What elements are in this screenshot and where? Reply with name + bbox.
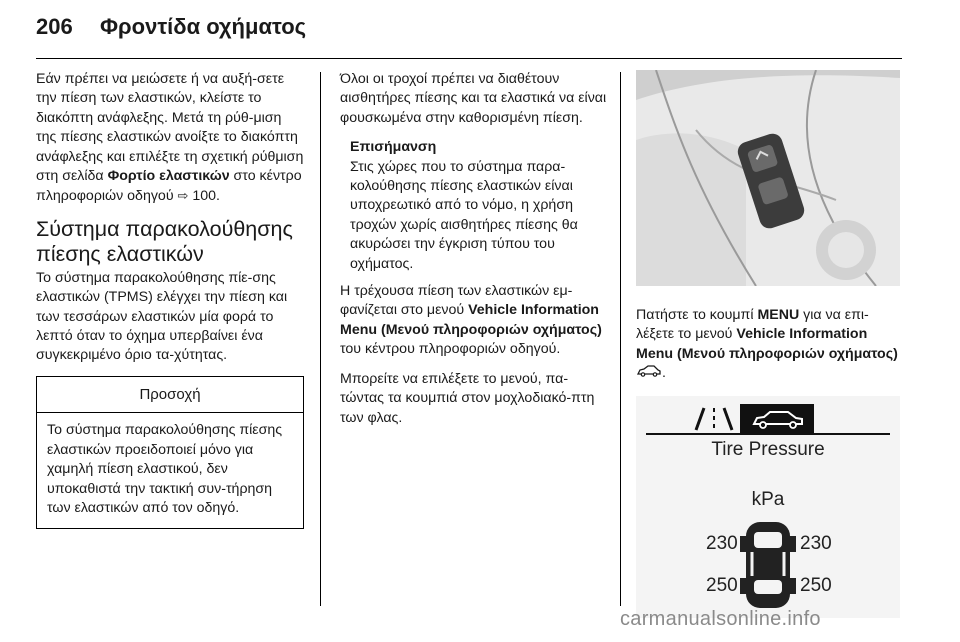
car-icon bbox=[636, 365, 662, 381]
menu-select-paragraph: Μπορείτε να επιλέξετε το μενού, πα-τώντας τα κουμπιά στον μοχλοδιακό-πτη των φλας. bbox=[340, 370, 595, 426]
menu-instruction bbox=[636, 306, 902, 384]
instruction-end: . bbox=[662, 365, 666, 382]
watermark: carmanualsonline.info bbox=[620, 608, 821, 630]
caution-title: Προσοχή bbox=[37, 377, 303, 413]
column-divider bbox=[320, 72, 321, 606]
pressure-text-end: του κέντρου πληροφοριών οδηγού. bbox=[340, 341, 561, 358]
display-title: Tire Pressure bbox=[711, 438, 825, 460]
car-top-view-icon bbox=[740, 522, 796, 608]
intro-bold-term: Φορτίο ελαστικών bbox=[107, 168, 230, 185]
menu-name-bold: Vehicle Information Menu (Μενού πληροφοριών οχήματος) bbox=[340, 302, 602, 338]
page-number: 206 bbox=[36, 14, 73, 39]
pressure-display-paragraph bbox=[340, 282, 608, 360]
instruction-text: Πατήστε το κουμπί bbox=[636, 307, 758, 323]
front-left-pressure: 230 bbox=[706, 532, 738, 554]
front-right-pressure: 230 bbox=[800, 532, 832, 554]
note-title: Επισήμανση bbox=[350, 139, 437, 156]
sensors-paragraph: Όλοι οι τροχοί πρέπει να διαθέτουν αισθητήρες πίεσης και τα ελαστικά να είναι φουσκωμένα στην καθορισμένη πίεση. bbox=[340, 71, 607, 126]
page-reference[interactable]: 100. bbox=[188, 188, 220, 205]
caution-body: Το σύστημα παρακολούθησης πίεσης ελαστικών προειδοποιεί μόνο για χαμηλή πίεση ελαστικού, δεν υποκαθιστά την τακτική συν-τήρηση των ελαστικών από τον οδηγό. bbox=[47, 422, 283, 516]
section-heading: Σύστημα παρακολούθησης πίεσης ελαστικών bbox=[36, 216, 293, 266]
instruction-text-mid: για να επι-λέξετε το μενού bbox=[636, 307, 869, 343]
intro-text-end: στο κέντρο πληροφοριών οδηγού bbox=[36, 168, 302, 205]
rear-right-pressure: 250 bbox=[800, 574, 832, 596]
header-divider bbox=[36, 58, 902, 59]
display-unit: kPa bbox=[751, 488, 785, 510]
pressure-text: Η τρέχουσα πίεση των ελαστικών εμ-φανίζεται στο μενού bbox=[340, 283, 573, 319]
intro-text: Εάν πρέπει να μειώσετε ή να αυξή-σετε την πίεση των ελαστικών, κλείστε το διακόπτη ανάφλεξης. Μετά τη ρύθ-μιση της πίεσης ελαστικών ανοίξτε το διακόπτη ανάφλεξης και επιλέξτε τη σχετική ρύθμιση στη σελίδα bbox=[36, 71, 304, 185]
tpms-description: Το σύστημα παρακολούθησης πίε-σης ελαστικών (TPMS) ελέγχει την πίεση και των τεσσάρων ελαστικών μία φορά το λεπτό όταν το όχημα υπερβαίνει ένα συγκεκριμένο όριο τα-χύτητας. bbox=[36, 269, 288, 364]
column-left bbox=[36, 70, 304, 529]
chapter-title: Φροντίδα οχήματος bbox=[100, 14, 307, 39]
note-body: Στις χώρες που το σύστημα παρα-κολούθησης πίεσης ελαστικών είναι υποχρεωτικό από το νόμο, η χρήση τροχών χωρίς αισθητήρες πίεσης θα ακυρώσει την έγκριση τύπου του οχήματος. bbox=[350, 158, 578, 272]
tire-pressure-display bbox=[636, 396, 900, 618]
column-middle bbox=[340, 70, 608, 438]
turn-signal-stalk-illustration bbox=[636, 70, 900, 286]
menu-button-label: MENU bbox=[757, 307, 800, 323]
column-right bbox=[636, 70, 902, 618]
rear-left-pressure: 250 bbox=[706, 574, 738, 596]
menu-name-bold: Vehicle Information Menu (Μενού πληροφοριών οχήματος) bbox=[636, 326, 898, 362]
caution-box bbox=[36, 376, 304, 529]
page-header bbox=[36, 14, 306, 46]
column-divider bbox=[620, 72, 621, 606]
stalk-photo bbox=[636, 70, 900, 286]
page-reference-arrow-icon[interactable]: ⇨ bbox=[177, 188, 189, 204]
intro-paragraph bbox=[36, 70, 304, 207]
note-box bbox=[340, 138, 608, 274]
